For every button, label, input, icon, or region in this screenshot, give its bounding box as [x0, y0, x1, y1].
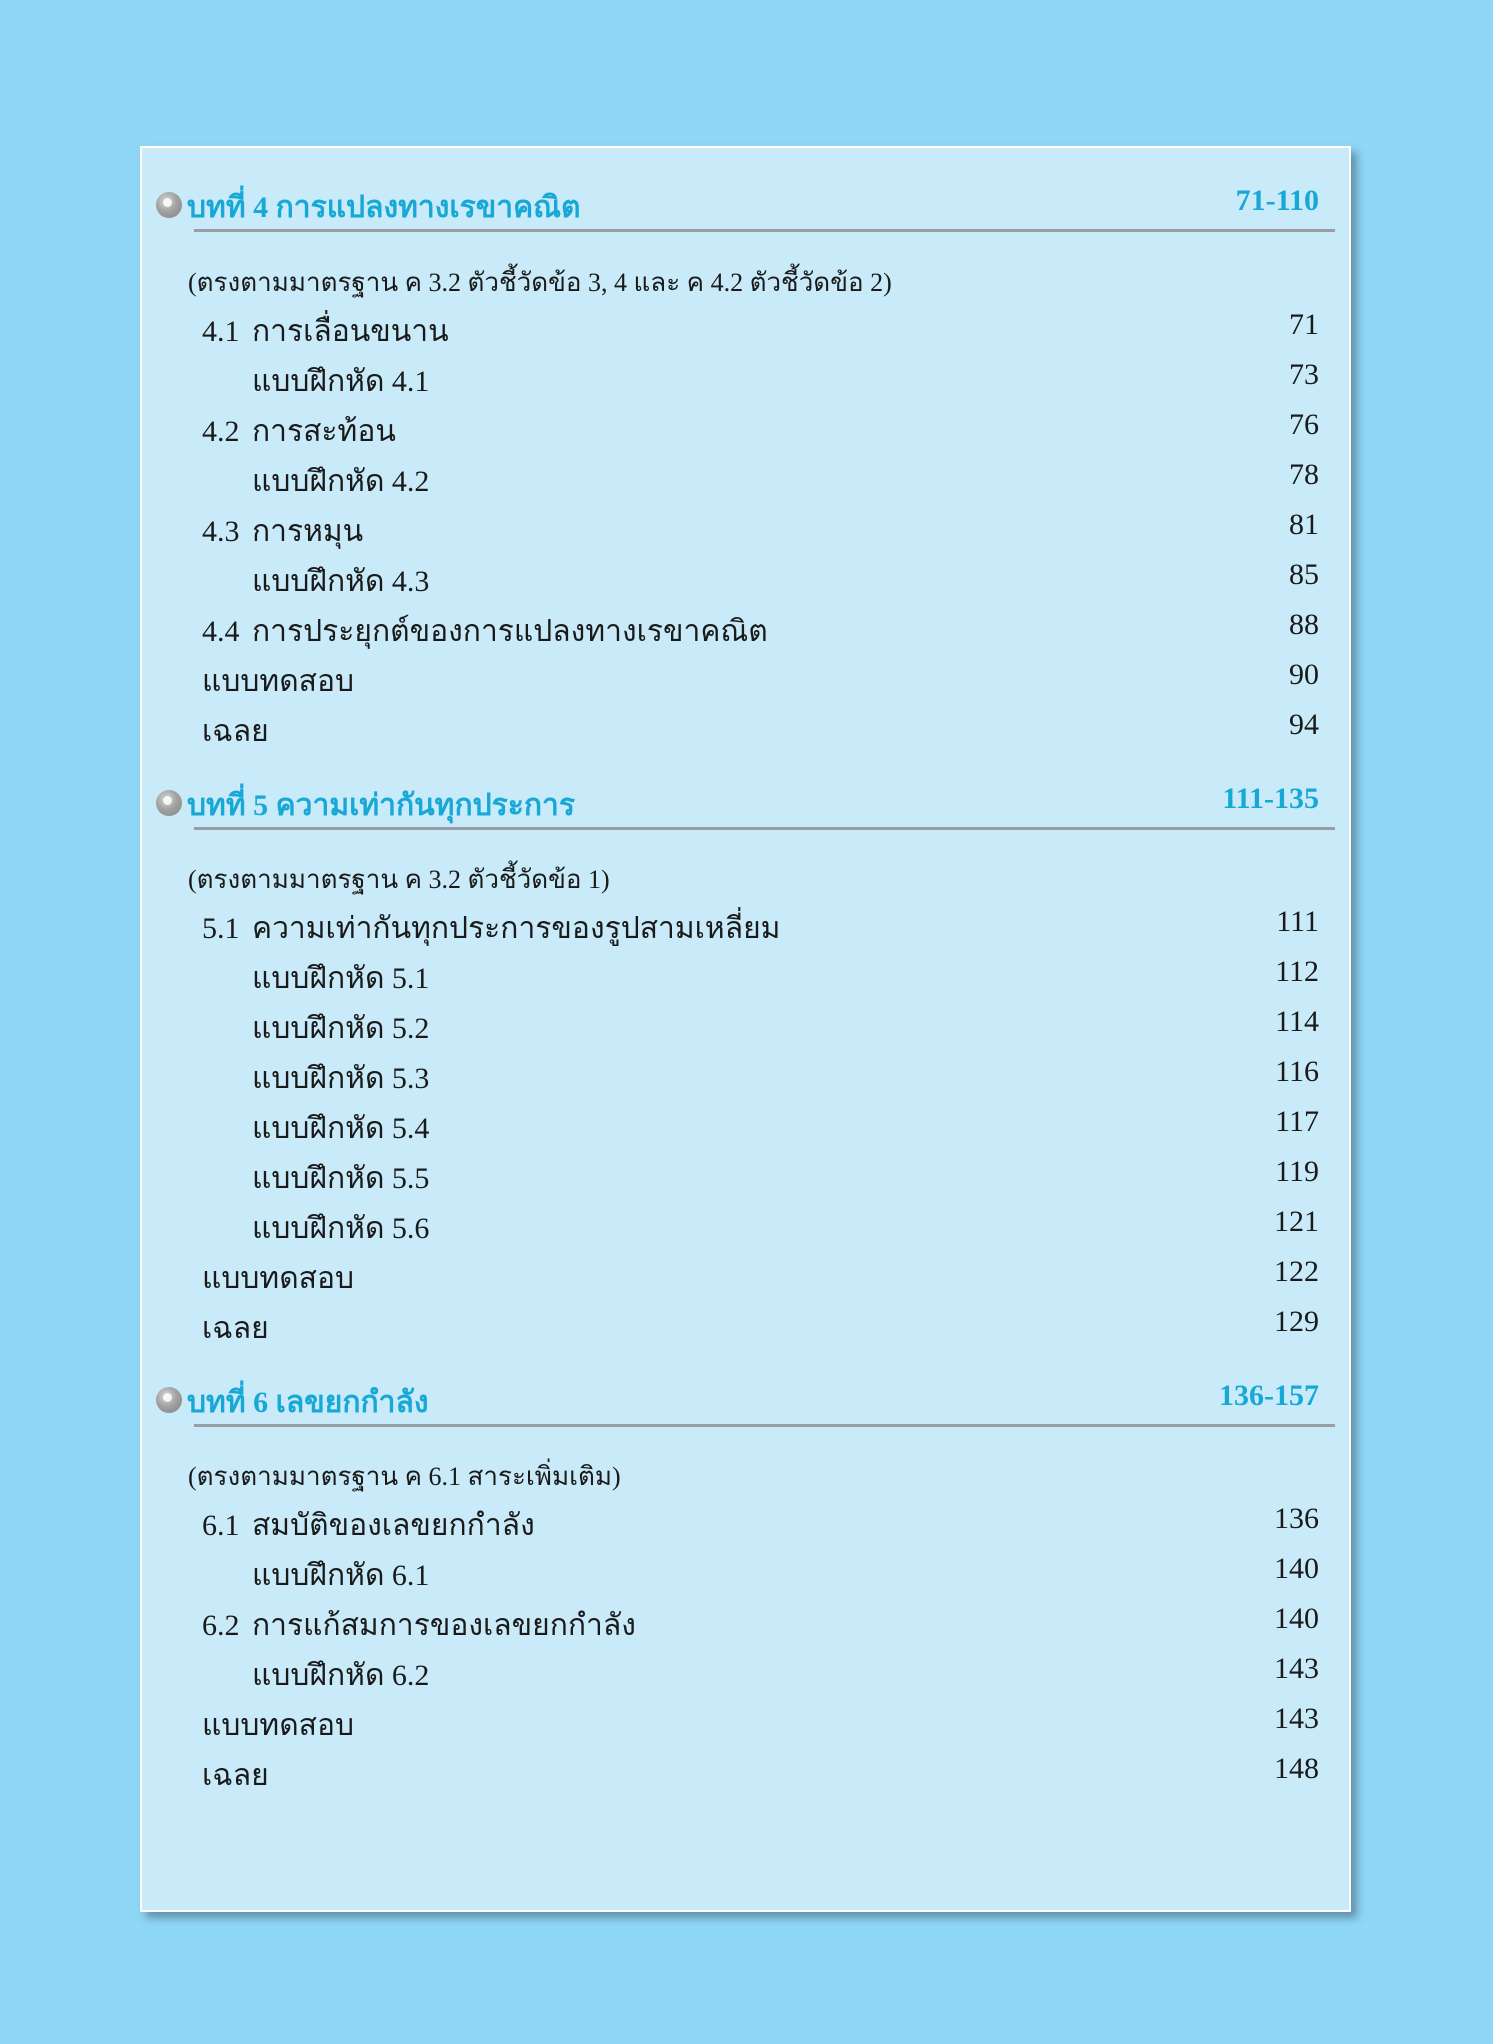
page-number: 140 [1274, 1602, 1319, 1635]
toc-entry [142, 608, 1319, 648]
exercise-label: แบบฝึกหัด 4.2 [252, 465, 430, 498]
chapter-title: บทที่ 5 ความเท่ากันทุกประการ [187, 789, 576, 822]
page-number: 81 [1289, 508, 1319, 541]
chapter-standard-note: (ตรงตามมาตรฐาน ค 3.2 ตัวชี้วัดข้อ 1) [188, 865, 610, 894]
page-number: 148 [1274, 1752, 1319, 1785]
toc-entry [142, 358, 1319, 398]
toc-entry [142, 905, 1319, 945]
chapter-6-heading [156, 1369, 1335, 1429]
toc-entry [142, 508, 1319, 548]
answers-label: เฉลย [202, 1759, 269, 1792]
section-label: การหมุน [252, 515, 364, 548]
page-number: 122 [1274, 1255, 1319, 1288]
toc-entry [142, 1255, 1319, 1295]
chapter-5-heading [156, 772, 1335, 832]
page-number: 85 [1289, 558, 1319, 591]
chapter-bullet-icon [156, 790, 182, 816]
contents-page [140, 146, 1351, 1912]
chapter-bullet-icon [156, 192, 182, 218]
toc-entry [142, 1155, 1319, 1195]
section-label: การประยุกต์ของการแปลงทางเรขาคณิต [252, 615, 768, 648]
toc-entry [142, 1205, 1319, 1245]
section-number: 5.1 [202, 912, 240, 945]
toc-entry [142, 1602, 1319, 1642]
page-number: 140 [1274, 1552, 1319, 1585]
section-label: การสะท้อน [252, 415, 396, 448]
chapter-page-range: 136-157 [1219, 1379, 1319, 1412]
toc-entry [142, 1055, 1319, 1095]
exercise-label: แบบฝึกหัด 5.2 [252, 1012, 430, 1045]
section-number: 4.1 [202, 315, 240, 348]
toc-entry [142, 955, 1319, 995]
toc-entry [142, 1752, 1319, 1792]
toc-entry [142, 458, 1319, 498]
toc-entry [142, 1105, 1319, 1145]
section-number: 4.3 [202, 515, 240, 548]
chapter-4-heading [156, 174, 1335, 234]
exercise-label: แบบฝึกหัด 4.1 [252, 365, 430, 398]
section-number: 6.1 [202, 1509, 240, 1542]
section-number: 6.2 [202, 1609, 240, 1642]
toc-entry [142, 1305, 1319, 1345]
answers-label: เฉลย [202, 715, 269, 748]
chapter-title: บทที่ 4 การแปลงทางเรขาคณิต [187, 191, 581, 224]
toc-entry [142, 1552, 1319, 1592]
test-label: แบบทดสอบ [202, 665, 355, 698]
toc-entry [142, 1502, 1319, 1542]
test-label: แบบทดสอบ [202, 1709, 355, 1742]
page-number: 76 [1289, 408, 1319, 441]
chapter-page-range: 111-135 [1222, 782, 1319, 815]
exercise-label: แบบฝึกหัด 5.3 [252, 1062, 430, 1095]
toc-entry [142, 308, 1319, 348]
page-number: 136 [1274, 1502, 1319, 1535]
chapter-standard-note: (ตรงตามมาตรฐาน ค 6.1 สาระเพิ่มเติม) [188, 1462, 621, 1491]
page-number: 112 [1275, 955, 1319, 988]
section-label: สมบัติของเลขยกกำลัง [252, 1509, 535, 1542]
page-number: 143 [1274, 1702, 1319, 1735]
toc-entry [142, 408, 1319, 448]
page-number: 90 [1289, 658, 1319, 691]
toc-entry [142, 558, 1319, 598]
toc-entry [142, 1005, 1319, 1045]
section-number: 4.2 [202, 415, 240, 448]
page-number: 88 [1289, 608, 1319, 641]
page-number: 71 [1289, 308, 1319, 341]
toc-entry [142, 708, 1319, 748]
exercise-label: แบบฝึกหัด 4.3 [252, 565, 430, 598]
page-number: 78 [1289, 458, 1319, 491]
page-number: 117 [1275, 1105, 1319, 1138]
page-number: 114 [1275, 1005, 1319, 1038]
exercise-label: แบบฝึกหัด 5.5 [252, 1162, 430, 1195]
exercise-label: แบบฝึกหัด 5.1 [252, 962, 430, 995]
chapter-bullet-icon [156, 1387, 182, 1413]
chapter-title: บทที่ 6 เลขยกกำลัง [187, 1386, 429, 1419]
page-number: 94 [1289, 708, 1319, 741]
toc-entry [142, 658, 1319, 698]
exercise-label: แบบฝึกหัด 6.1 [252, 1559, 430, 1592]
page-number: 129 [1274, 1305, 1319, 1338]
chapter-standard-note: (ตรงตามมาตรฐาน ค 3.2 ตัวชี้วัดข้อ 3, 4 และ ค 4.2 ตัวชี้วัดข้อ 2) [188, 268, 892, 297]
exercise-label: แบบฝึกหัด 6.2 [252, 1659, 430, 1692]
answers-label: เฉลย [202, 1312, 269, 1345]
section-label: ความเท่ากันทุกประการของรูปสามเหลี่ยม [252, 912, 781, 945]
chapter-page-range: 71-110 [1235, 184, 1319, 217]
exercise-label: แบบฝึกหัด 5.6 [252, 1212, 430, 1245]
toc-entry [142, 1652, 1319, 1692]
chapter-divider [194, 1424, 1335, 1427]
exercise-label: แบบฝึกหัด 5.4 [252, 1112, 430, 1145]
page-number: 111 [1276, 905, 1319, 938]
page-number: 73 [1289, 358, 1319, 391]
section-label: การเลื่อนขนาน [252, 315, 449, 348]
chapter-divider [194, 229, 1335, 232]
page-number: 143 [1274, 1652, 1319, 1685]
section-number: 4.4 [202, 615, 240, 648]
page-number: 116 [1275, 1055, 1319, 1088]
page-number: 119 [1275, 1155, 1319, 1188]
test-label: แบบทดสอบ [202, 1262, 355, 1295]
toc-entry [142, 1702, 1319, 1742]
chapter-divider [194, 827, 1335, 830]
page-number: 121 [1274, 1205, 1319, 1238]
section-label: การแก้สมการของเลขยกกำลัง [252, 1609, 636, 1642]
